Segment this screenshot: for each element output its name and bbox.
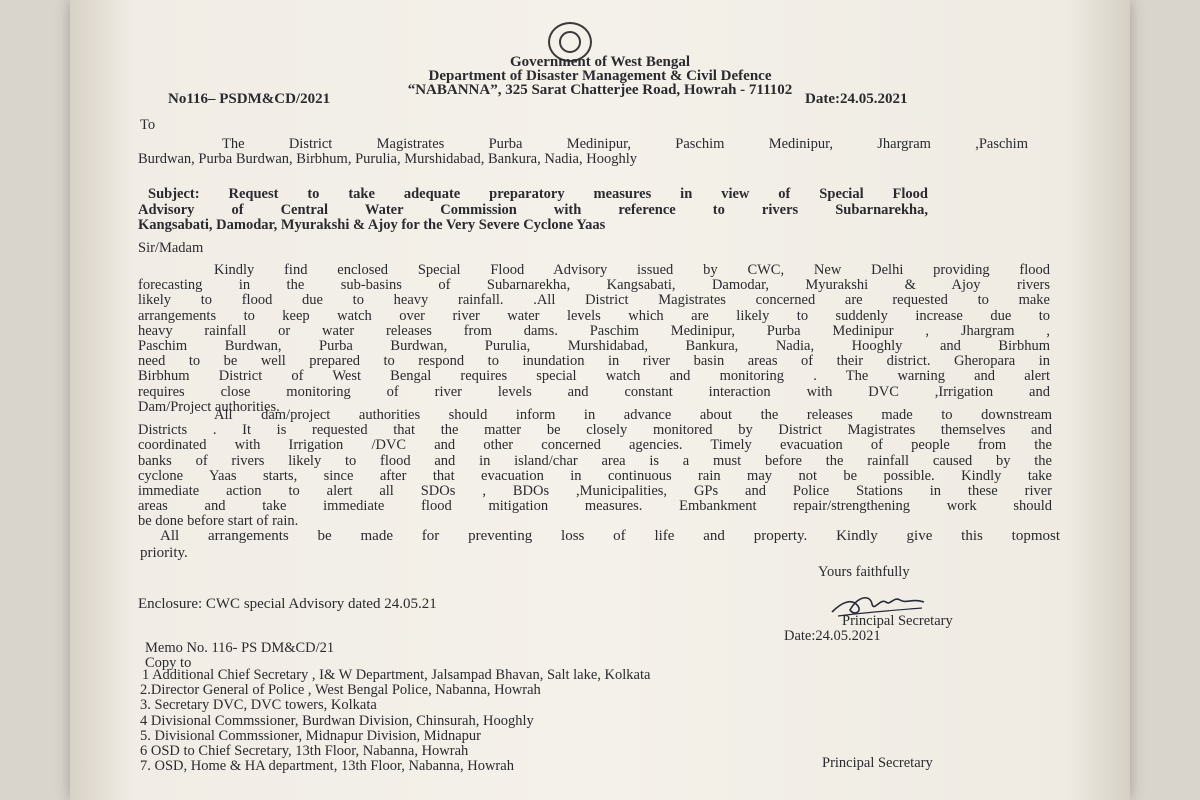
paragraph-line: banks of rivers likely to flood and in island/char area is a must before the rainfall caused by the bbox=[138, 452, 1052, 469]
signature-date: Date:24.05.2021 bbox=[784, 628, 881, 644]
paragraph-line: requires close monitoring of river levels and constant interaction with DVC ,Irrigation and bbox=[138, 383, 1050, 400]
paragraph-line: Paschim Burdwan, Purba Burdwan, Purulia, Murshidabad, Bankura, Nadia, Hooghly and Birbhum bbox=[138, 338, 1050, 355]
subject-line: Subject: Request to take adequate preparatory measures in view of Special Flood bbox=[148, 186, 928, 202]
salutation: Sir/Madam bbox=[138, 240, 204, 256]
footer-principal-secretary: Principal Secretary bbox=[822, 755, 933, 771]
copy-to-item: 7. OSD, Home & HA department, 13th Floor, Nabanna, Howrah bbox=[140, 758, 514, 775]
addressee-line: The District Magistrates Purba Medinipur, Paschim Medinipur, Jhargram ,Paschim bbox=[222, 136, 1028, 152]
copy-to-item: 4 Divisional Commssioner, Burdwan Division, Chinsurah, Hooghly bbox=[140, 712, 534, 729]
addressee-line: Burdwan, Purba Burdwan, Birbhum, Purulia, Murshidabad, Bankura, Nadia, Hooghly bbox=[138, 151, 637, 168]
paragraph-line: priority. bbox=[140, 545, 188, 561]
signatory-title: Principal Secretary bbox=[842, 613, 953, 629]
paragraph-line: immediate action to alert all SDOs , BDOs ,Municipalities, GPs and Police Stations in these river bbox=[138, 483, 1052, 500]
letter-date: Date:24.05.2021 bbox=[805, 91, 908, 107]
paragraph-line: All arrangements be made for preventing loss of life and property. Kindly give this topmost bbox=[160, 528, 1060, 544]
copy-to-item: 5. Divisional Commssioner, Midnapur Division, Midnapur bbox=[140, 727, 481, 744]
header-government: Government of West Bengal bbox=[509, 54, 691, 70]
paragraph-line: need to be well prepared to respond to inundation in river basin areas of their district. Gheropara in bbox=[138, 353, 1050, 370]
header-address: “NABANNA”, 325 Sarat Chatterjee Road, Howrah - 711102 bbox=[407, 82, 793, 98]
copy-to-item: 6 OSD to Chief Secretary, 13th Floor, Nabanna, Howrah bbox=[140, 743, 469, 760]
paragraph-line: cyclone Yaas starts, since after that evacuation in continuous rain may not be possible. Kindly take bbox=[138, 467, 1052, 484]
paragraph-1 bbox=[138, 263, 1050, 415]
paragraph-line: Kindly find enclosed Special Flood Advisory issued by CWC, New Delhi providing flood bbox=[214, 262, 1050, 278]
paragraph-line: heavy rainfall or water releases from dams. Paschim Medinipur, Purba Medinipur , Jhargram , bbox=[138, 322, 1050, 339]
copy-to-list bbox=[140, 668, 650, 774]
header-department: Department of Disaster Management & Civil Defence bbox=[428, 68, 772, 84]
paragraph-line: Dam/Project authorities. bbox=[138, 398, 280, 415]
paragraph-line: likely to flood due to heavy rainfall. .All District Magistrates concerned are requested to make bbox=[138, 292, 1050, 309]
closing-yours-faithfully: Yours faithfully bbox=[818, 564, 910, 580]
paragraph-line: Districts . It is requested that the matter be closely monitored by District Magistrates themselves and bbox=[138, 422, 1052, 439]
copy-to-item: 3. Secretary DVC, DVC towers, Kolkata bbox=[140, 697, 377, 714]
paragraph-line: areas and take immediate flood mitigation measures. Embankment repair/strengthening work should bbox=[138, 498, 1052, 515]
copy-to-item: 1 Additional Chief Secretary , I& W Department, Jalsampad Bhavan, Salt lake, Kolkata bbox=[142, 667, 651, 683]
memo-number: Memo No. 116- PS DM&CD/21 bbox=[145, 640, 335, 656]
to-label: To bbox=[140, 117, 156, 133]
subject-line: Kangsabati, Damodar, Myurakshi & Ajoy for the Very Severe Cyclone Yaas bbox=[138, 217, 606, 233]
paragraph-line: Birbhum District of West Bengal requires special watch and monitoring . The warning and alert bbox=[138, 368, 1050, 385]
paragraph-line: forecasting in the sub-basins of Subarnarekha, Kangsabati, Damodar, Myurakshi & Ajoy rivers bbox=[138, 277, 1050, 294]
paragraph-line: be done before start of rain. bbox=[138, 513, 299, 530]
paragraph-2 bbox=[138, 408, 1052, 530]
paragraph-line: arrangements to keep watch over river water levels which are likely to suddenly increase due to bbox=[138, 307, 1050, 324]
copy-to-label: Copy to bbox=[145, 655, 192, 671]
reference-number: No116– PSDM&CD/2021 bbox=[168, 91, 331, 107]
addressees bbox=[138, 137, 1028, 167]
enclosure: Enclosure: CWC special Advisory dated 24.05.21 bbox=[138, 596, 437, 612]
copy-to-item: 2.Director General of Police , West Bengal Police, Nabanna, Howrah bbox=[140, 682, 541, 699]
paragraph-line: coordinated with Irrigation /DVC and other concerned agencies. Timely evacuation of people from the bbox=[138, 437, 1052, 454]
subject bbox=[138, 187, 928, 234]
paragraph-line: All dam/project authorities should inform in advance about the releases made to downstream bbox=[214, 407, 1052, 423]
subject-line: Advisory of Central Water Commission with reference to rivers Subarnarekha, bbox=[138, 201, 928, 218]
paragraph-3 bbox=[140, 528, 1060, 562]
